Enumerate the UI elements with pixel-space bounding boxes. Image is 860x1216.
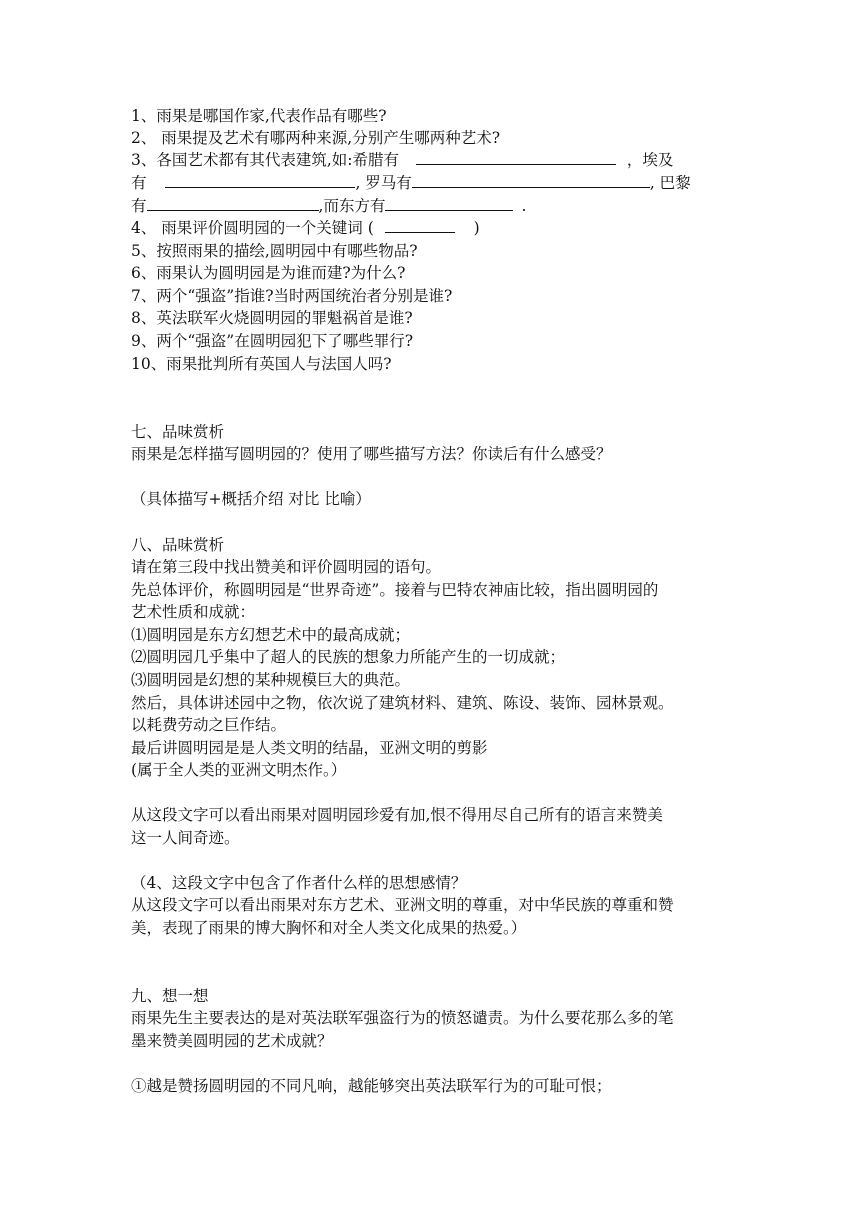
- section-9-line: 雨果先生主要表达的是对英法联军强盗行为的愤怒谴责。为什么要花那么多的笔: [131, 1009, 674, 1027]
- section-7-answer: （具体描写+概括介绍 对比 比喻）: [131, 490, 371, 508]
- question-8: 8、英法联军火烧圆明园的罪魁祸首是谁?: [131, 309, 413, 327]
- question-3-text-you-2: 有: [131, 197, 147, 215]
- section-8-line: 先总体评价，称圆明园是“世界奇迹”。接着与巴特农神庙比较，指出圆明园的: [131, 581, 659, 599]
- section-8-line: 美，表现了雨果的博大胸怀和对全人类文化成果的热爱。）: [131, 919, 527, 937]
- section-8-point-2: ⑵圆明园几乎集中了超人的民族的想象力所能产生的一切成就；: [131, 648, 566, 666]
- section-8-line: 从这段文字可以看出雨果对东方艺术、亚洲文明的尊重，对中华民族的尊重和赞: [131, 896, 674, 914]
- question-4-close: ): [473, 219, 480, 237]
- section-8-line: 从这段文字可以看出雨果对圆明园珍爱有加,恨不得用尽自己所有的语言来赞美: [131, 806, 663, 824]
- question-3-line-3: [131, 196, 526, 216]
- question-3-line-1: [131, 150, 673, 170]
- answer-blank-paris[interactable]: [147, 196, 319, 211]
- section-8-line: 这一人间奇迹。: [131, 829, 240, 847]
- answer-blank-rome[interactable]: [412, 173, 650, 188]
- question-10: 10、雨果批判所有英国人与法国人吗?: [131, 355, 392, 373]
- section-8-line: （4、这段文字中包含了作者什么样的思想感情？: [131, 874, 467, 892]
- section-8-point-3: ⑶圆明园是幻想的某种规模巨大的典范。: [131, 671, 411, 689]
- answer-blank-greece[interactable]: [416, 150, 616, 165]
- question-3-text-rome: , 罗马有: [355, 174, 412, 192]
- section-8-title: 八、品味赏析: [131, 536, 225, 554]
- answer-blank-egypt[interactable]: [165, 173, 355, 188]
- question-3-text-east: ,而东方有: [318, 197, 386, 215]
- section-7-question: 雨果是怎样描写圆明园的？使用了哪些描写方法？你读后有什么感受？: [131, 445, 612, 463]
- question-4: [131, 218, 480, 238]
- question-6: 6、雨果认为圆明园是为谁而建?为什么?: [131, 264, 406, 282]
- question-2: 2、 雨果提及艺术有哪两种来源,分别产生哪两种艺术?: [131, 129, 501, 147]
- section-8-line: 艺术性质和成就：: [131, 603, 256, 621]
- section-8-line: 以耗费劳动之巨作结。: [131, 716, 287, 734]
- question-4-text: 4、 雨果评价圆明园的一个关键词 (: [131, 219, 374, 237]
- section-8-line: 请在第三段中找出赞美和评价圆明园的语句。: [131, 558, 442, 576]
- question-3-line-2: [131, 173, 691, 193]
- question-3-text-paris: , 巴黎: [649, 174, 691, 192]
- question-3-text: 3、各国艺术都有其代表建筑,如:希腊有: [131, 151, 400, 169]
- question-3-text-you: 有: [131, 174, 147, 192]
- section-8-line: (属于全人类的亚洲文明杰作。）: [131, 761, 347, 779]
- question-9: 9、两个“强盗”在圆明园犯下了哪些罪行?: [131, 332, 414, 350]
- section-8-line: 然后，具体讲述园中之物，依次说了建筑材料、建筑、陈设、装饰、园林景观。: [131, 694, 674, 712]
- question-1: 1、雨果是哪国作家,代表作品有哪些?: [131, 107, 387, 125]
- question-3-text-end: .: [521, 197, 527, 215]
- section-8-line: 最后讲圆明园是是人类文明的结晶，亚洲文明的剪影: [131, 739, 488, 757]
- section-9-line: 墨来赞美圆明园的艺术成就？: [131, 1032, 333, 1050]
- question-3-text-egypt: ，埃及: [626, 151, 674, 169]
- answer-blank-east[interactable]: [385, 196, 513, 211]
- section-8-point-1: ⑴圆明园是东方幻想艺术中的最高成就；: [131, 626, 411, 644]
- section-9-title: 九、想一想: [131, 987, 209, 1005]
- question-5: 5、按照雨果的描绘,圆明园中有哪些物品?: [131, 242, 418, 260]
- section-7-title: 七、品味赏析: [131, 423, 225, 441]
- question-7: 7、两个“强盗”指谁?当时两国统治者分别是谁?: [131, 287, 453, 305]
- answer-blank-keyword[interactable]: [385, 218, 455, 233]
- section-9-line: ①越是赞扬圆明园的不同凡响，越能够突出英法联军行为的可耻可恨；: [131, 1077, 612, 1095]
